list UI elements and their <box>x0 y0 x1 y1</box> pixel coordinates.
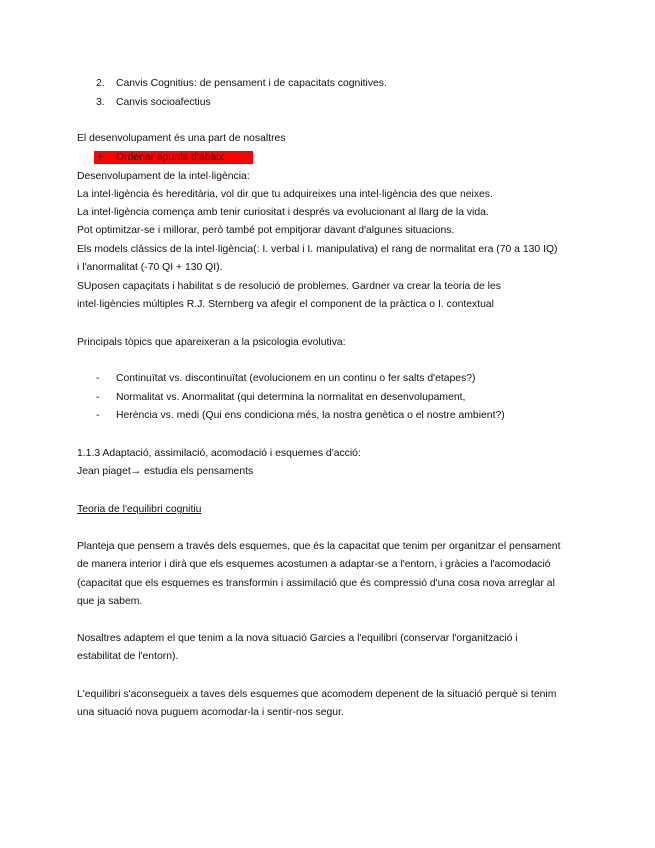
text-line: Nosaltres adaptem el que tenim a la nova situació Garcies a l'equilibri (conservar l'organització i <box>77 633 518 644</box>
text-line: La intel·ligència és hereditària, vol dir que tu adquireixes una intel·ligència des que neixes. <box>77 189 493 200</box>
text-line: (capacitat que els esquemes es transformin i assimilació que és compressió d'una cosa nova arreglar al <box>77 578 555 589</box>
highlight-bullet: + <box>97 152 104 163</box>
topic-item: Continuïtat vs. discontinuïtat (evolucionem en un continu o fer salts d'etapes?) <box>116 373 476 384</box>
text-line: una situació nova puguem acomodar-la i sentir-nos segur. <box>77 707 344 718</box>
topic-bullet: - <box>96 410 100 421</box>
topic-bullet: - <box>96 373 100 384</box>
list-item-text: Canvis socioafectius <box>116 97 211 108</box>
topic-item: Herència vs. medi (Qui ens condiciona més, la nostra genètica o el nostre ambient?) <box>116 410 505 421</box>
text-line: La intel·ligència comença amb tenir curiositat i després va evolucionant al llarg de la vida. <box>77 207 489 218</box>
highlighted-note <box>94 151 253 164</box>
section-heading: 1.1.3 Adaptació, assimilació, acomodació i esquemes d'acció: <box>77 448 361 459</box>
intro-line: El desenvolupament és una part de nosaltres <box>77 133 286 144</box>
text-line: L'equilibri s'aconsegueix a taves dels esquemes que acomodem depenent de la situació perquè si tenim <box>77 689 557 700</box>
text-line: SUposen capaçitats i habilitat s de resolució de problemes. Gardner va crear la teoria de les <box>77 281 501 292</box>
text-line: que ja sabem. <box>77 596 143 607</box>
text-line: Planteja que pensem a través dels esquemes, que és la capacitat que tenim per organitzar el pensament <box>77 541 561 552</box>
list-number: 3. <box>96 97 105 108</box>
topic-bullet: - <box>96 392 100 403</box>
text-line: estabilitat de l'entorn). <box>77 651 179 662</box>
text-line: Pot optimitzar-se i millorar, però també pot empitjorar davant d'algunes situacions. <box>77 225 455 236</box>
list-number: 2. <box>96 78 105 89</box>
text-line: Els models clàssics de la intel·ligència(: I. verbal i I. manipulativa) el rang de normalitat era (70 a 130 IQ) <box>77 244 558 255</box>
text-line: intel·ligències múltiples R.J. Sternberg va afegir el component de la pràctica o I. contextual <box>77 299 494 310</box>
text-line: i l'anormalitat (-70 QI + 130 QI). <box>77 262 223 273</box>
piaget-line: Jean piaget→ estudia els pensaments <box>77 466 254 477</box>
text-line: de manera interior i dirà que els esquemes acostumen a adaptar-se a l'entorn, i gràcies a l'acomodació <box>77 559 551 570</box>
topic-item: Normalitat vs. Anormalitat (qui determina la normalitat en desenvolupament, <box>116 392 466 403</box>
list-item-text: Canvis Cognitius: de pensament i de capacitats cognitives. <box>116 78 387 89</box>
text-line: Desenvolupament de la intel·ligència: <box>77 171 250 182</box>
topics-heading: Principals tòpics que apareixeran a la psicologia evolutiva: <box>77 337 346 348</box>
highlight-text: Ordenar apunts d'abaix <box>116 152 224 163</box>
theory-title: Teoria de l'equilibri cognitiu <box>77 504 202 515</box>
